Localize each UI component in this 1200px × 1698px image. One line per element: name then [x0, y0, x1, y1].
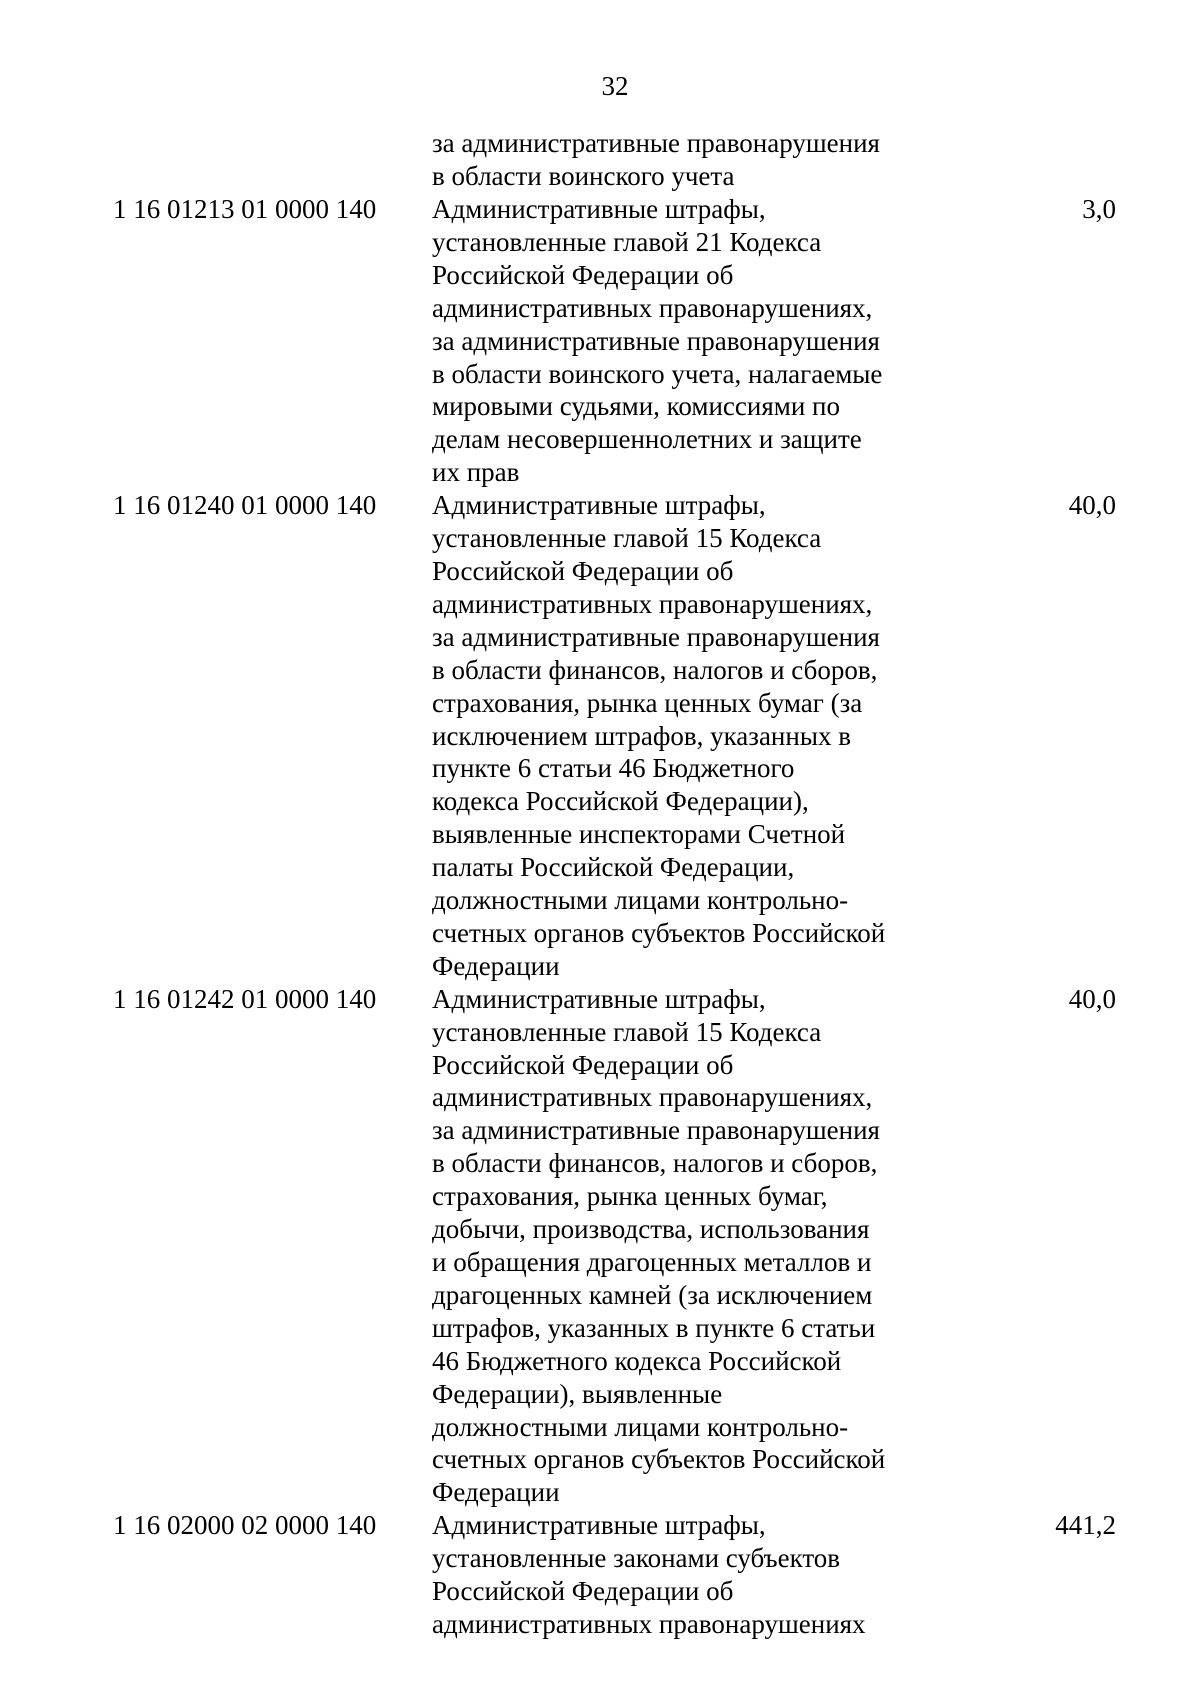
description-line: Административные штрафы, — [432, 1510, 766, 1541]
description-line: Российской Федерации об — [432, 1049, 734, 1080]
description-line: счетных органов субъектов Российской — [432, 917, 886, 948]
description-line: в области финансов, налогов и сборов, — [432, 654, 878, 685]
description-line: страхования, рынка ценных бумаг, — [432, 1181, 828, 1212]
description-line: Федерации), выявленные — [432, 1378, 723, 1409]
row-description — [432, 193, 932, 489]
description-line: Российской Федерации об — [432, 555, 734, 586]
budget-code: 1 16 01240 01 0000 140 — [113, 490, 377, 521]
description-line: административных правонарушениях, — [432, 588, 873, 619]
description-line: добычи, производства, использования — [432, 1214, 870, 1245]
amount: 3,0 — [1082, 194, 1116, 224]
description-line: мировыми судьями, комиссиями по — [432, 391, 840, 422]
amount: 40,0 — [1068, 490, 1116, 521]
description-line: счетных органов субъектов Российской — [432, 1444, 886, 1475]
description-line: исключением штрафов, указанных в — [432, 720, 851, 751]
table-row — [0, 489, 1200, 983]
description-line: за административные правонарушения — [432, 325, 880, 356]
description-line: в области воинского учета — [432, 160, 735, 191]
description-line: страхования, рынка ценных бумаг (за — [432, 687, 863, 718]
row-description — [432, 489, 932, 983]
amount: 441,2 — [1055, 1510, 1116, 1541]
amount: 40,0 — [1068, 983, 1116, 1014]
description-line: штрафов, указанных в пункте 6 статьи — [432, 1312, 876, 1343]
row-description — [432, 1509, 932, 1641]
description-line: выявленные инспекторами Счетной — [432, 819, 846, 850]
table-row — [0, 983, 1200, 1510]
description-line: Административные штрафы, — [432, 983, 766, 1014]
description-line: драгоценных камней (за исключением — [432, 1279, 873, 1310]
description-line: Федерации — [432, 1477, 560, 1508]
description-line: должностными лицами контрольно- — [432, 1411, 849, 1442]
description-line: за административные правонарушения — [432, 1115, 880, 1146]
budget-code: 1 16 01242 01 0000 140 — [113, 983, 377, 1014]
description-line: установленные главой 15 Кодекса — [432, 1016, 822, 1047]
description-line: Административные штрафы, — [432, 194, 766, 224]
budget-code: 1 16 02000 02 0000 140 — [113, 1510, 377, 1541]
description-line: делам несовершеннолетних и защите — [432, 424, 862, 455]
budget-code: 1 16 01213 01 0000 140 — [113, 194, 377, 224]
description-line: палаты Российской Федерации, — [432, 852, 795, 883]
page-number: 32 — [601, 71, 629, 101]
description-line: за административные правонарушения — [432, 128, 880, 158]
description-line: административных правонарушениях — [432, 1608, 866, 1639]
description-line: 46 Бюджетного кодекса Российской — [432, 1345, 842, 1376]
description-line: в области воинского учета, налагаемые — [432, 358, 883, 389]
description-line: установленные главой 21 Кодекса — [432, 226, 822, 257]
row-description — [432, 983, 932, 1510]
description-line: кодекса Российской Федерации), — [432, 786, 809, 817]
description-line: должностными лицами контрольно- — [432, 885, 849, 916]
description-line: Административные штрафы, — [432, 490, 766, 521]
description-line: Федерации — [432, 950, 560, 981]
description-line: Российской Федерации об — [432, 259, 734, 290]
description-line: в области финансов, налогов и сборов, — [432, 1148, 878, 1179]
description-line: их прав — [432, 457, 520, 488]
continued-description — [432, 127, 932, 193]
description-line: административных правонарушениях, — [432, 1082, 873, 1113]
description-line: за административные правонарушения — [432, 621, 880, 652]
description-line: установленные законами субъектов — [432, 1543, 841, 1574]
table-row — [0, 193, 1200, 489]
table-row — [0, 1509, 1200, 1641]
description-line: установленные главой 15 Кодекса — [432, 523, 822, 554]
description-line: Российской Федерации об — [432, 1576, 734, 1607]
description-line: административных правонарушениях, — [432, 292, 873, 323]
budget-code-table — [0, 193, 1200, 1641]
description-line: и обращения драгоценных металлов и — [432, 1247, 872, 1277]
description-line: пункте 6 статьи 46 Бюджетного — [432, 753, 795, 784]
